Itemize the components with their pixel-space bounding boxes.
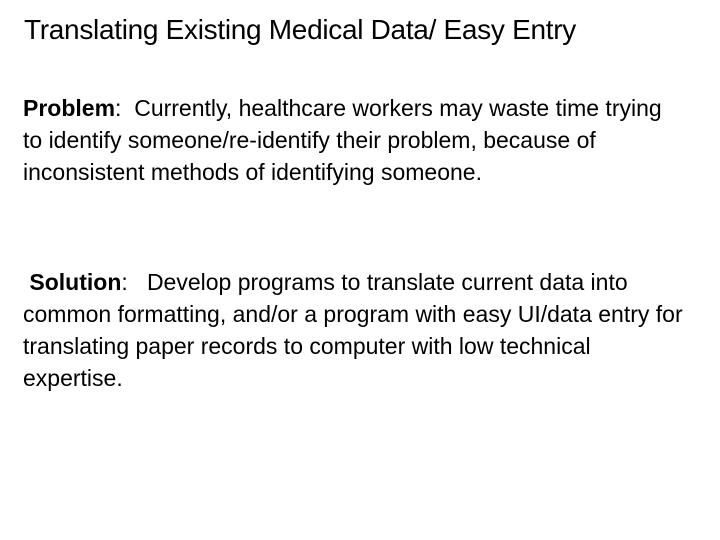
solution-separator: : <box>121 269 147 295</box>
solution-paragraph <box>23 266 683 394</box>
problem-term: Problem <box>23 95 116 121</box>
problem-paragraph <box>23 92 683 188</box>
problem-text: Currently, healthcare workers may waste time trying to identify someone/re-identify their problem, because of inconsistent methods of identifying someone. <box>23 95 662 185</box>
slide-title: Translating Existing Medical Data/ Easy Entry <box>24 14 576 45</box>
problem-separator: : <box>115 95 135 121</box>
solution-text: Develop programs to translate current data into common formatting, and/or a program with easy UI/data entry for translating paper records to computer with low technical expertise. <box>23 269 683 391</box>
solution-term: Solution <box>29 269 122 295</box>
